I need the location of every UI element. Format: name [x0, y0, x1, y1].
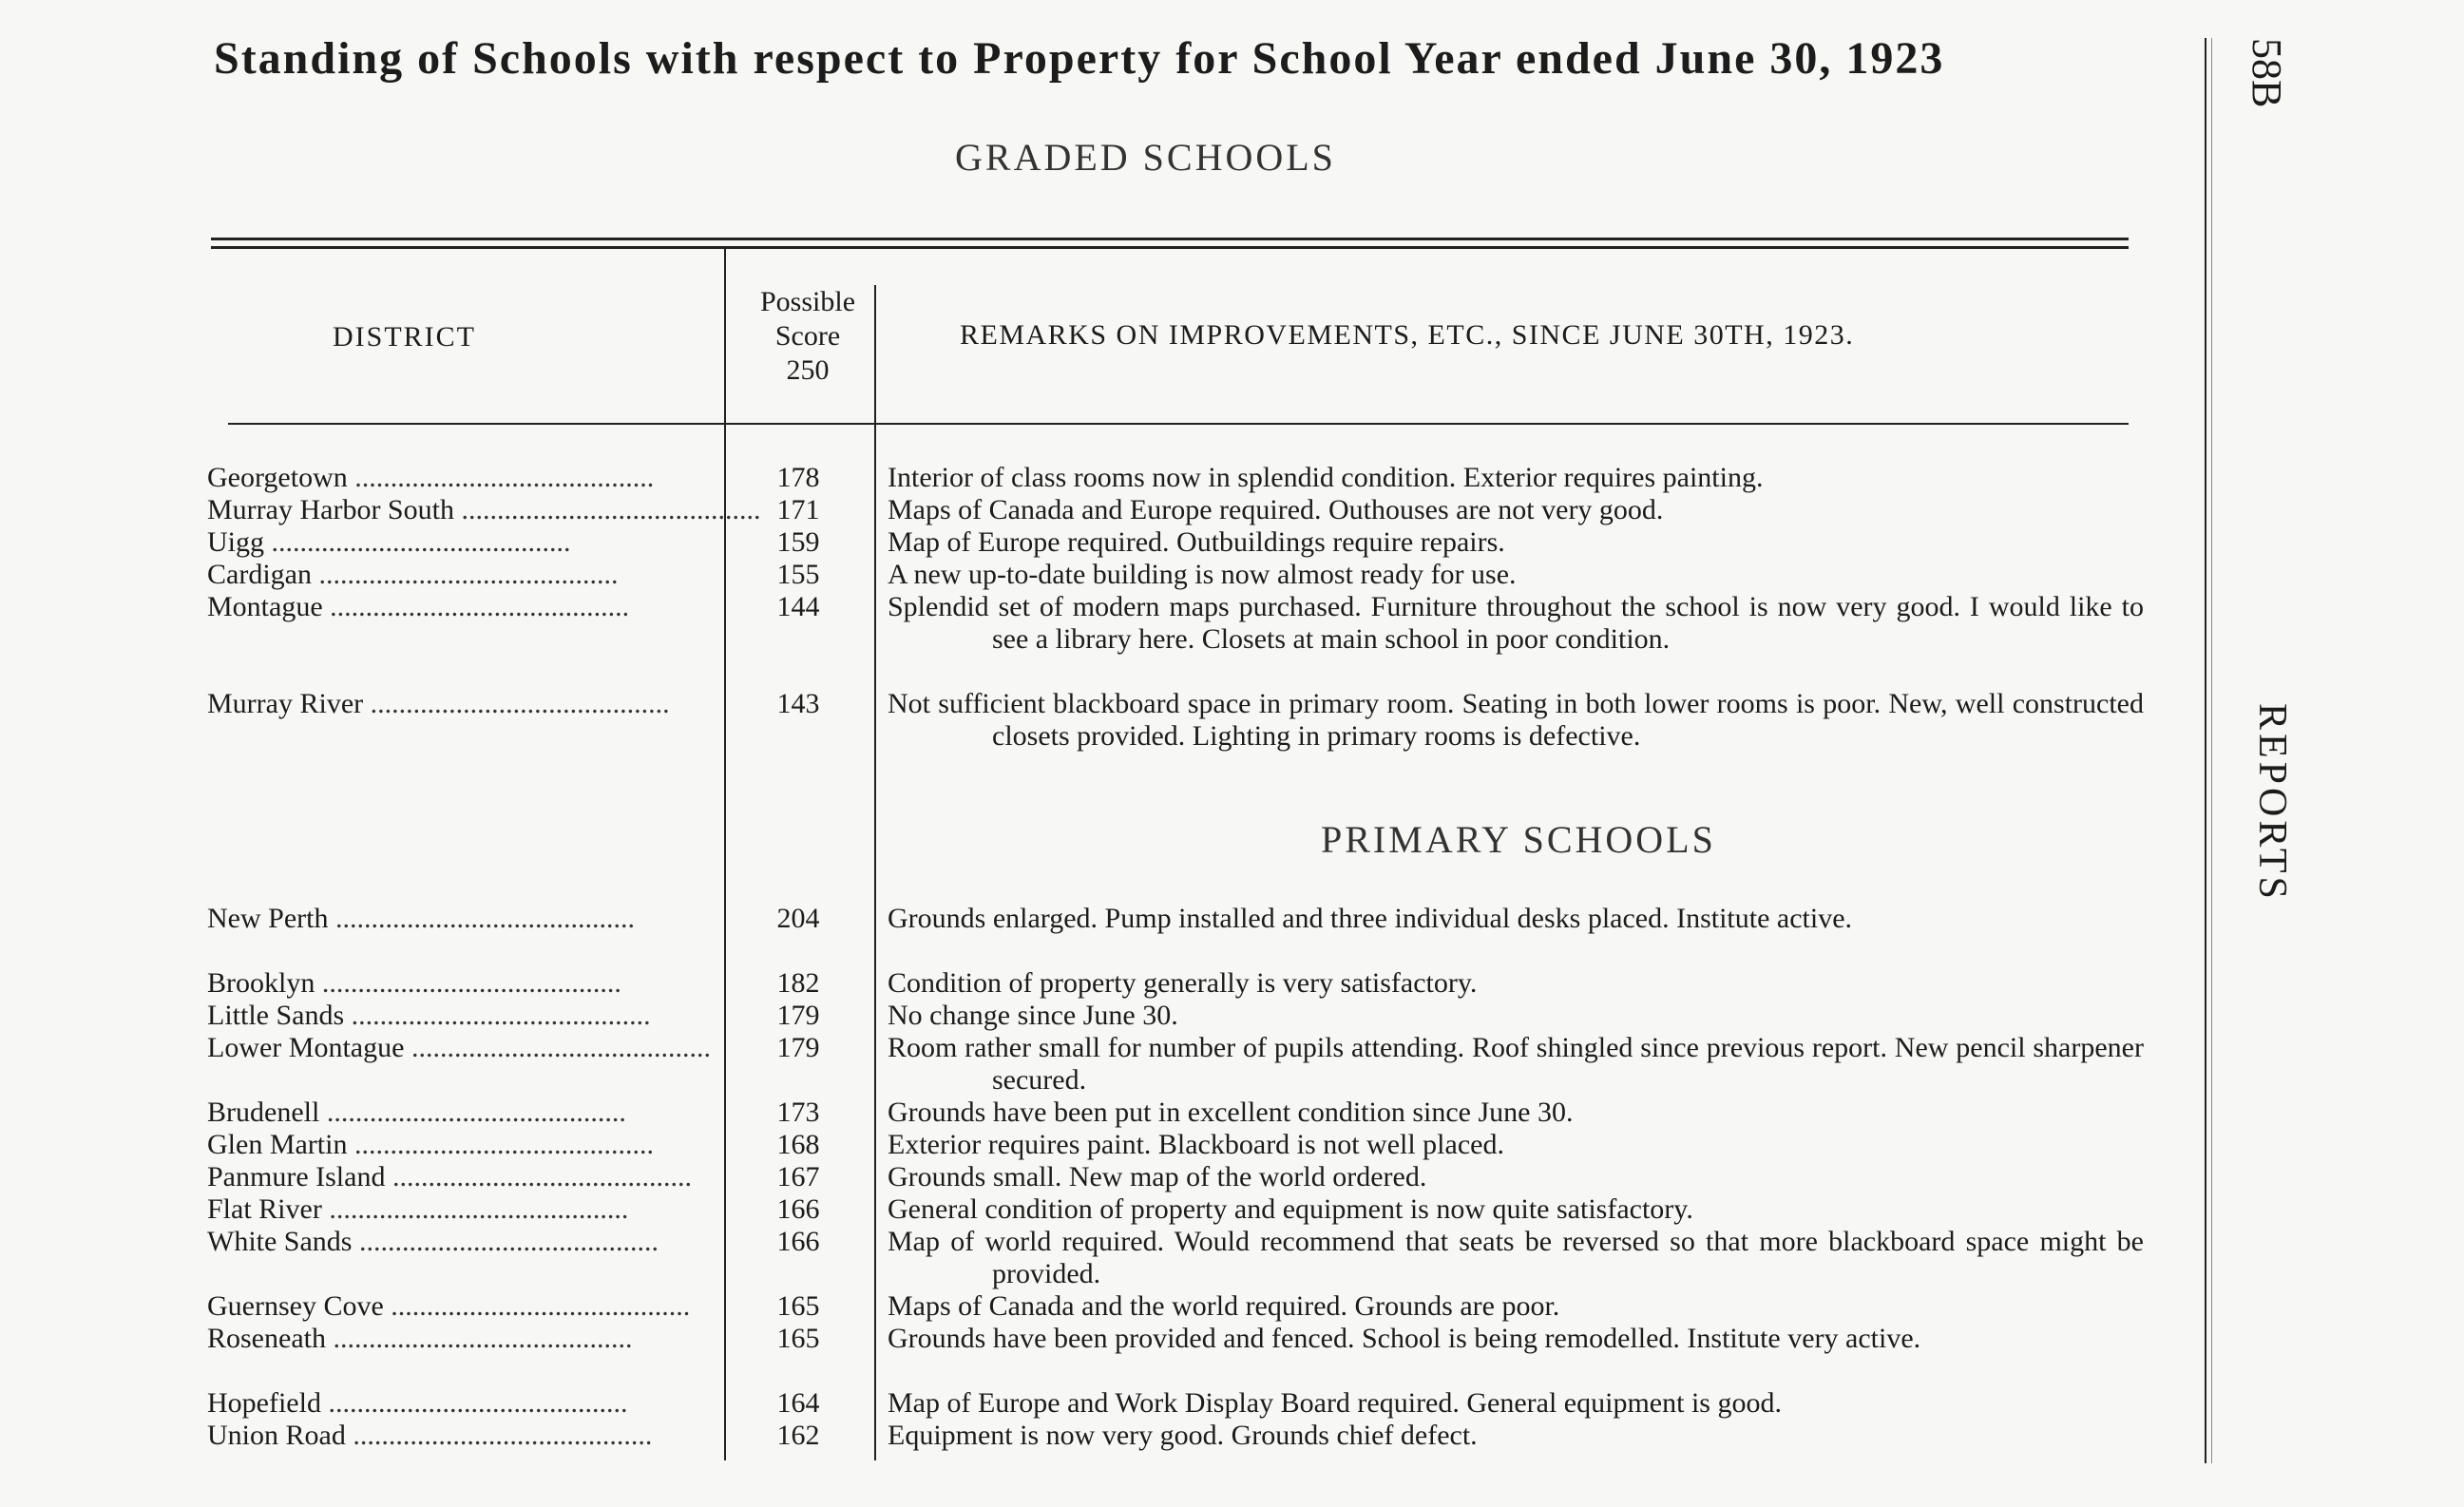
- district-cell: Georgetown ..........................................: [207, 462, 655, 493]
- score-header: [732, 285, 884, 388]
- remark-cell: Grounds have been provided and fenced. School is being remodelled. Institute very active.: [888, 1323, 1921, 1354]
- district-cell: Union Road ..........................................: [207, 1420, 653, 1451]
- score-cell: 159: [776, 526, 820, 558]
- remark-cell: Map of Europe and Work Display Board required. General equipment is good.: [888, 1387, 1782, 1419]
- district-cell: Murray River ..........................................: [207, 688, 670, 719]
- district-cell: Brudenell ..........................................: [207, 1097, 626, 1128]
- remark-cell: Grounds enlarged. Pump installed and three individual desks placed. Institute active.: [888, 903, 1853, 934]
- top-rule-2: [211, 246, 2129, 249]
- score-cell: 165: [776, 1323, 820, 1354]
- side-label: REPORTS: [2250, 703, 2294, 903]
- score-cell: 155: [776, 559, 820, 590]
- margin-rule-thin: [2211, 38, 2212, 1463]
- score-cell: 178: [776, 462, 820, 493]
- remark-cell: Map of world required. Would recommend that seats be reversed so that more blackboard space might be provided.: [888, 1226, 2144, 1289]
- top-rule: [211, 238, 2129, 240]
- page-number: 58B: [2244, 38, 2290, 108]
- remark-cell: Interior of class rooms now in splendid condition. Exterior requires painting.: [888, 462, 1764, 493]
- primary-schools-heading: PRIMARY SCHOOLS: [1321, 818, 1716, 861]
- district-cell: Flat River ..........................................: [207, 1193, 629, 1225]
- score-cell: 143: [776, 688, 820, 719]
- score-cell: 164: [776, 1387, 820, 1419]
- score-cell: 165: [776, 1290, 820, 1322]
- column-rule-left: [724, 249, 726, 1460]
- score-header-line1: Possible: [759, 286, 856, 317]
- district-cell: Hopefield ..........................................: [207, 1387, 628, 1419]
- remark-cell: Grounds have been put in excellent condition since June 30.: [888, 1097, 1574, 1128]
- remark-cell: A new up-to-date building is now almost ready for use.: [888, 559, 1517, 590]
- remark-cell: General condition of property and equipment is now quite satisfactory.: [888, 1193, 1693, 1225]
- remark-cell: Equipment is now very good. Grounds chief defect.: [888, 1420, 1478, 1451]
- page-title: Standing of Schools with respect to Property for School Year ended June 30, 1923: [214, 33, 1945, 84]
- district-header: DISTRICT: [333, 321, 476, 353]
- margin-rule: [2205, 38, 2206, 1463]
- remark-cell: Not sufficient blackboard space in primary room. Seating in both lower rooms is poor. New, well constructed closets provided. Lighting in primary rooms is defective.: [888, 688, 2144, 752]
- graded-schools-heading: GRADED SCHOOLS: [955, 136, 1336, 179]
- district-cell: Montague ..........................................: [207, 591, 630, 622]
- district-cell: Lower Montague ..........................................: [207, 1032, 711, 1063]
- district-cell: White Sands ..........................................: [207, 1226, 659, 1257]
- district-cell: Murray Harbor South ..........................................: [207, 494, 761, 525]
- score-cell: 166: [776, 1193, 820, 1225]
- score-cell: 166: [776, 1226, 820, 1257]
- district-cell: Brooklyn ..........................................: [207, 967, 621, 999]
- score-cell: 204: [776, 903, 820, 934]
- remark-cell: Condition of property generally is very satisfactory.: [888, 967, 1478, 999]
- score-cell: 162: [776, 1420, 820, 1451]
- score-header-line2: Score: [774, 320, 841, 352]
- score-cell: 168: [776, 1129, 820, 1160]
- remark-cell: Map of Europe required. Outbuildings require repairs.: [888, 526, 1505, 558]
- score-header-line3: 250: [786, 354, 830, 386]
- score-cell: 179: [776, 1032, 820, 1063]
- header-rule: [228, 423, 2129, 425]
- remark-cell: Room rather small for number of pupils attending. Roof shingled since previous report. New pencil sharpener secured.: [888, 1032, 2144, 1096]
- score-cell: 173: [776, 1097, 820, 1128]
- remark-cell: Grounds small. New map of the world ordered.: [888, 1161, 1427, 1192]
- remark-cell: Splendid set of modern maps purchased. Furniture throughout the school is now very good. I would like to see a library here. Closets at main school in poor condition.: [888, 591, 2144, 655]
- district-cell: Uigg ..........................................: [207, 526, 571, 558]
- remark-cell: Maps of Canada and Europe required. Outhouses are not very good.: [888, 494, 1664, 525]
- district-cell: Panmure Island ..........................................: [207, 1161, 692, 1192]
- score-cell: 171: [776, 494, 820, 525]
- remark-cell: No change since June 30.: [888, 1000, 1178, 1031]
- district-cell: New Perth ..........................................: [207, 903, 635, 934]
- remark-cell: Exterior requires paint. Blackboard is not well placed.: [888, 1129, 1504, 1160]
- district-cell: Little Sands ..........................................: [207, 1000, 651, 1031]
- remarks-header: REMARKS ON IMPROVEMENTS, ETC., SINCE JUNE 30TH, 1923.: [960, 319, 1855, 351]
- score-cell: 167: [776, 1161, 820, 1192]
- score-cell: 179: [776, 1000, 820, 1031]
- district-cell: Roseneath ..........................................: [207, 1323, 633, 1354]
- district-cell: Glen Martin ..........................................: [207, 1129, 654, 1160]
- score-cell: 144: [776, 591, 820, 622]
- remark-cell: Maps of Canada and the world required. Grounds are poor.: [888, 1290, 1560, 1322]
- score-cell: 182: [776, 967, 820, 999]
- district-cell: Guernsey Cove ..........................................: [207, 1290, 691, 1322]
- district-cell: Cardigan ..........................................: [207, 559, 619, 590]
- column-rule-right: [874, 285, 876, 1460]
